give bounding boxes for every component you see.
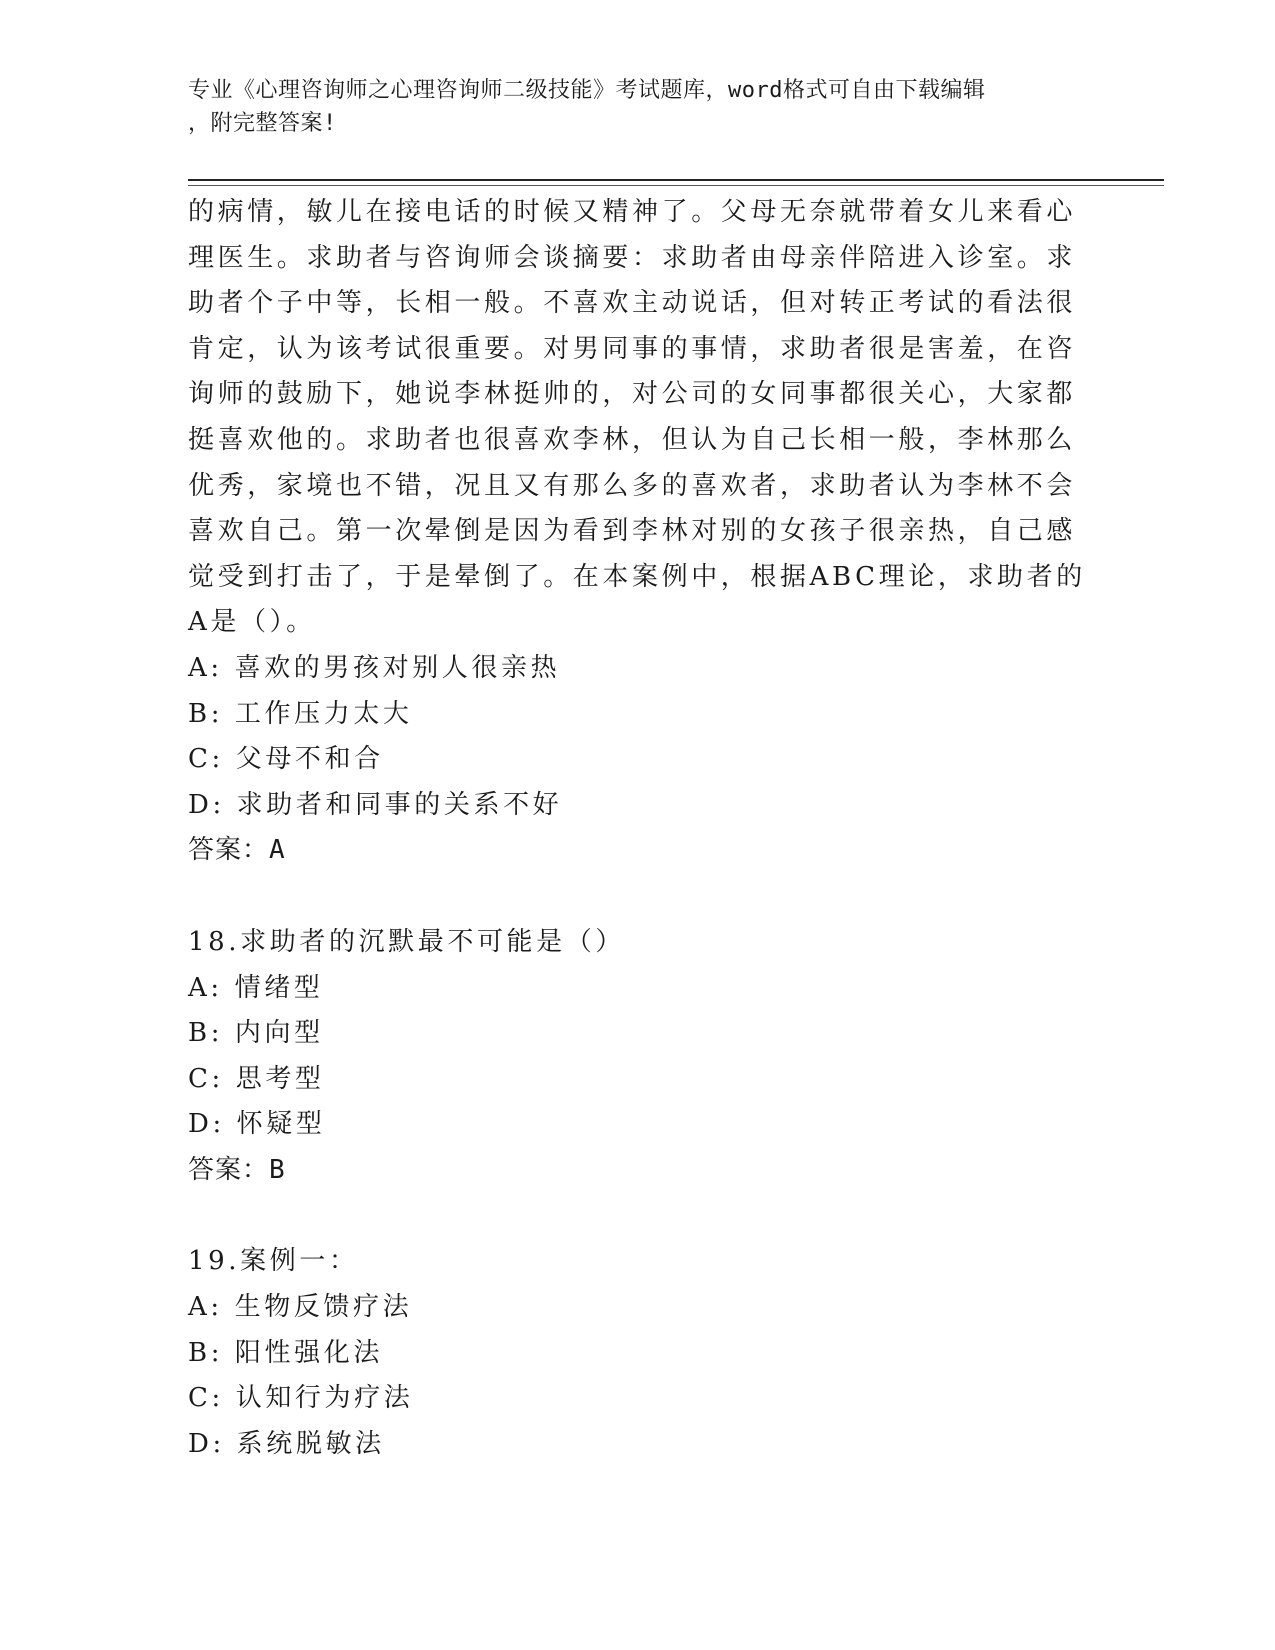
question-text-line: 喜欢自己。第一次晕倒是因为看到李林对别的女孩子很亲热，自己感	[188, 516, 1077, 547]
spacer	[188, 874, 1088, 920]
question-text-line: 挺喜欢他的。求助者也很喜欢李林，但认为自己长相一般，李林那么	[188, 424, 1077, 455]
question-text-line: 理医生。求助者与咨询师会谈摘要：求助者由母亲伴陪进入诊室。求	[188, 242, 1077, 273]
option-c: C: 认知行为疗法	[188, 1383, 414, 1414]
question-18-text: 18.求助者的沉默最不可能是（）	[188, 926, 625, 957]
option-d: D: 怀疑型	[188, 1109, 326, 1140]
option-a: A: 情绪型	[188, 972, 324, 1003]
option-b: B: 工作压力太大	[188, 698, 413, 729]
question-text-line: 肯定，认为该考试很重要。对男同事的事情，求助者很是害羞，在咨	[188, 333, 1077, 364]
option-d: D: 求助者和同事的关系不好	[188, 789, 563, 820]
question-text-line: 询师的鼓励下，她说李林挺帅的，对公司的女同事都很关心，大家都	[188, 379, 1077, 410]
option-c: C: 父母不和合	[188, 744, 384, 775]
question-text-line: 优秀，家境也不错，况且又有那么多的喜欢者，求助者认为李林不会	[188, 470, 1077, 501]
header-title-line-1: 专业《心理咨询师之心理咨询师二级技能》考试题库，word格式可自由下载编辑	[188, 78, 986, 103]
option-a: A: 喜欢的男孩对别人很亲热	[188, 652, 561, 683]
document-header	[188, 74, 1068, 140]
question-19-text: 19.案例一：	[188, 1246, 359, 1277]
question-text-line: A是（）。	[188, 607, 316, 638]
option-b: B: 阳性强化法	[188, 1337, 383, 1368]
option-c: C: 思考型	[188, 1063, 325, 1094]
header-rule-thin	[188, 185, 1164, 186]
option-b: B: 内向型	[188, 1018, 324, 1049]
spacer	[188, 1193, 1088, 1239]
option-a: A: 生物反馈疗法	[188, 1292, 413, 1323]
header-rule-thick	[188, 179, 1164, 181]
question-17-stem	[188, 190, 1088, 646]
header-title-line-2: ，附完整答案!	[188, 111, 337, 136]
question-text-line: 助者个子中等，长相一般。不喜欢主动说话，但对转正考试的看法很	[188, 288, 1077, 319]
question-18-options	[188, 966, 1088, 1148]
question-text-line: 的病情，敏儿在接电话的时候又精神了。父母无奈就带着女儿来看心	[188, 197, 1077, 227]
question-17-answer: 答案：A	[188, 835, 286, 866]
question-18-answer: 答案：B	[188, 1154, 286, 1185]
question-text-line: 觉受到打击了，于是晕倒了。在本案例中，根据ABC理论，求助者的	[188, 561, 1086, 592]
document-body	[188, 190, 1088, 1467]
option-d: D: 系统脱敏法	[188, 1428, 385, 1459]
question-19-options	[188, 1285, 1088, 1467]
question-17-options	[188, 646, 1088, 828]
